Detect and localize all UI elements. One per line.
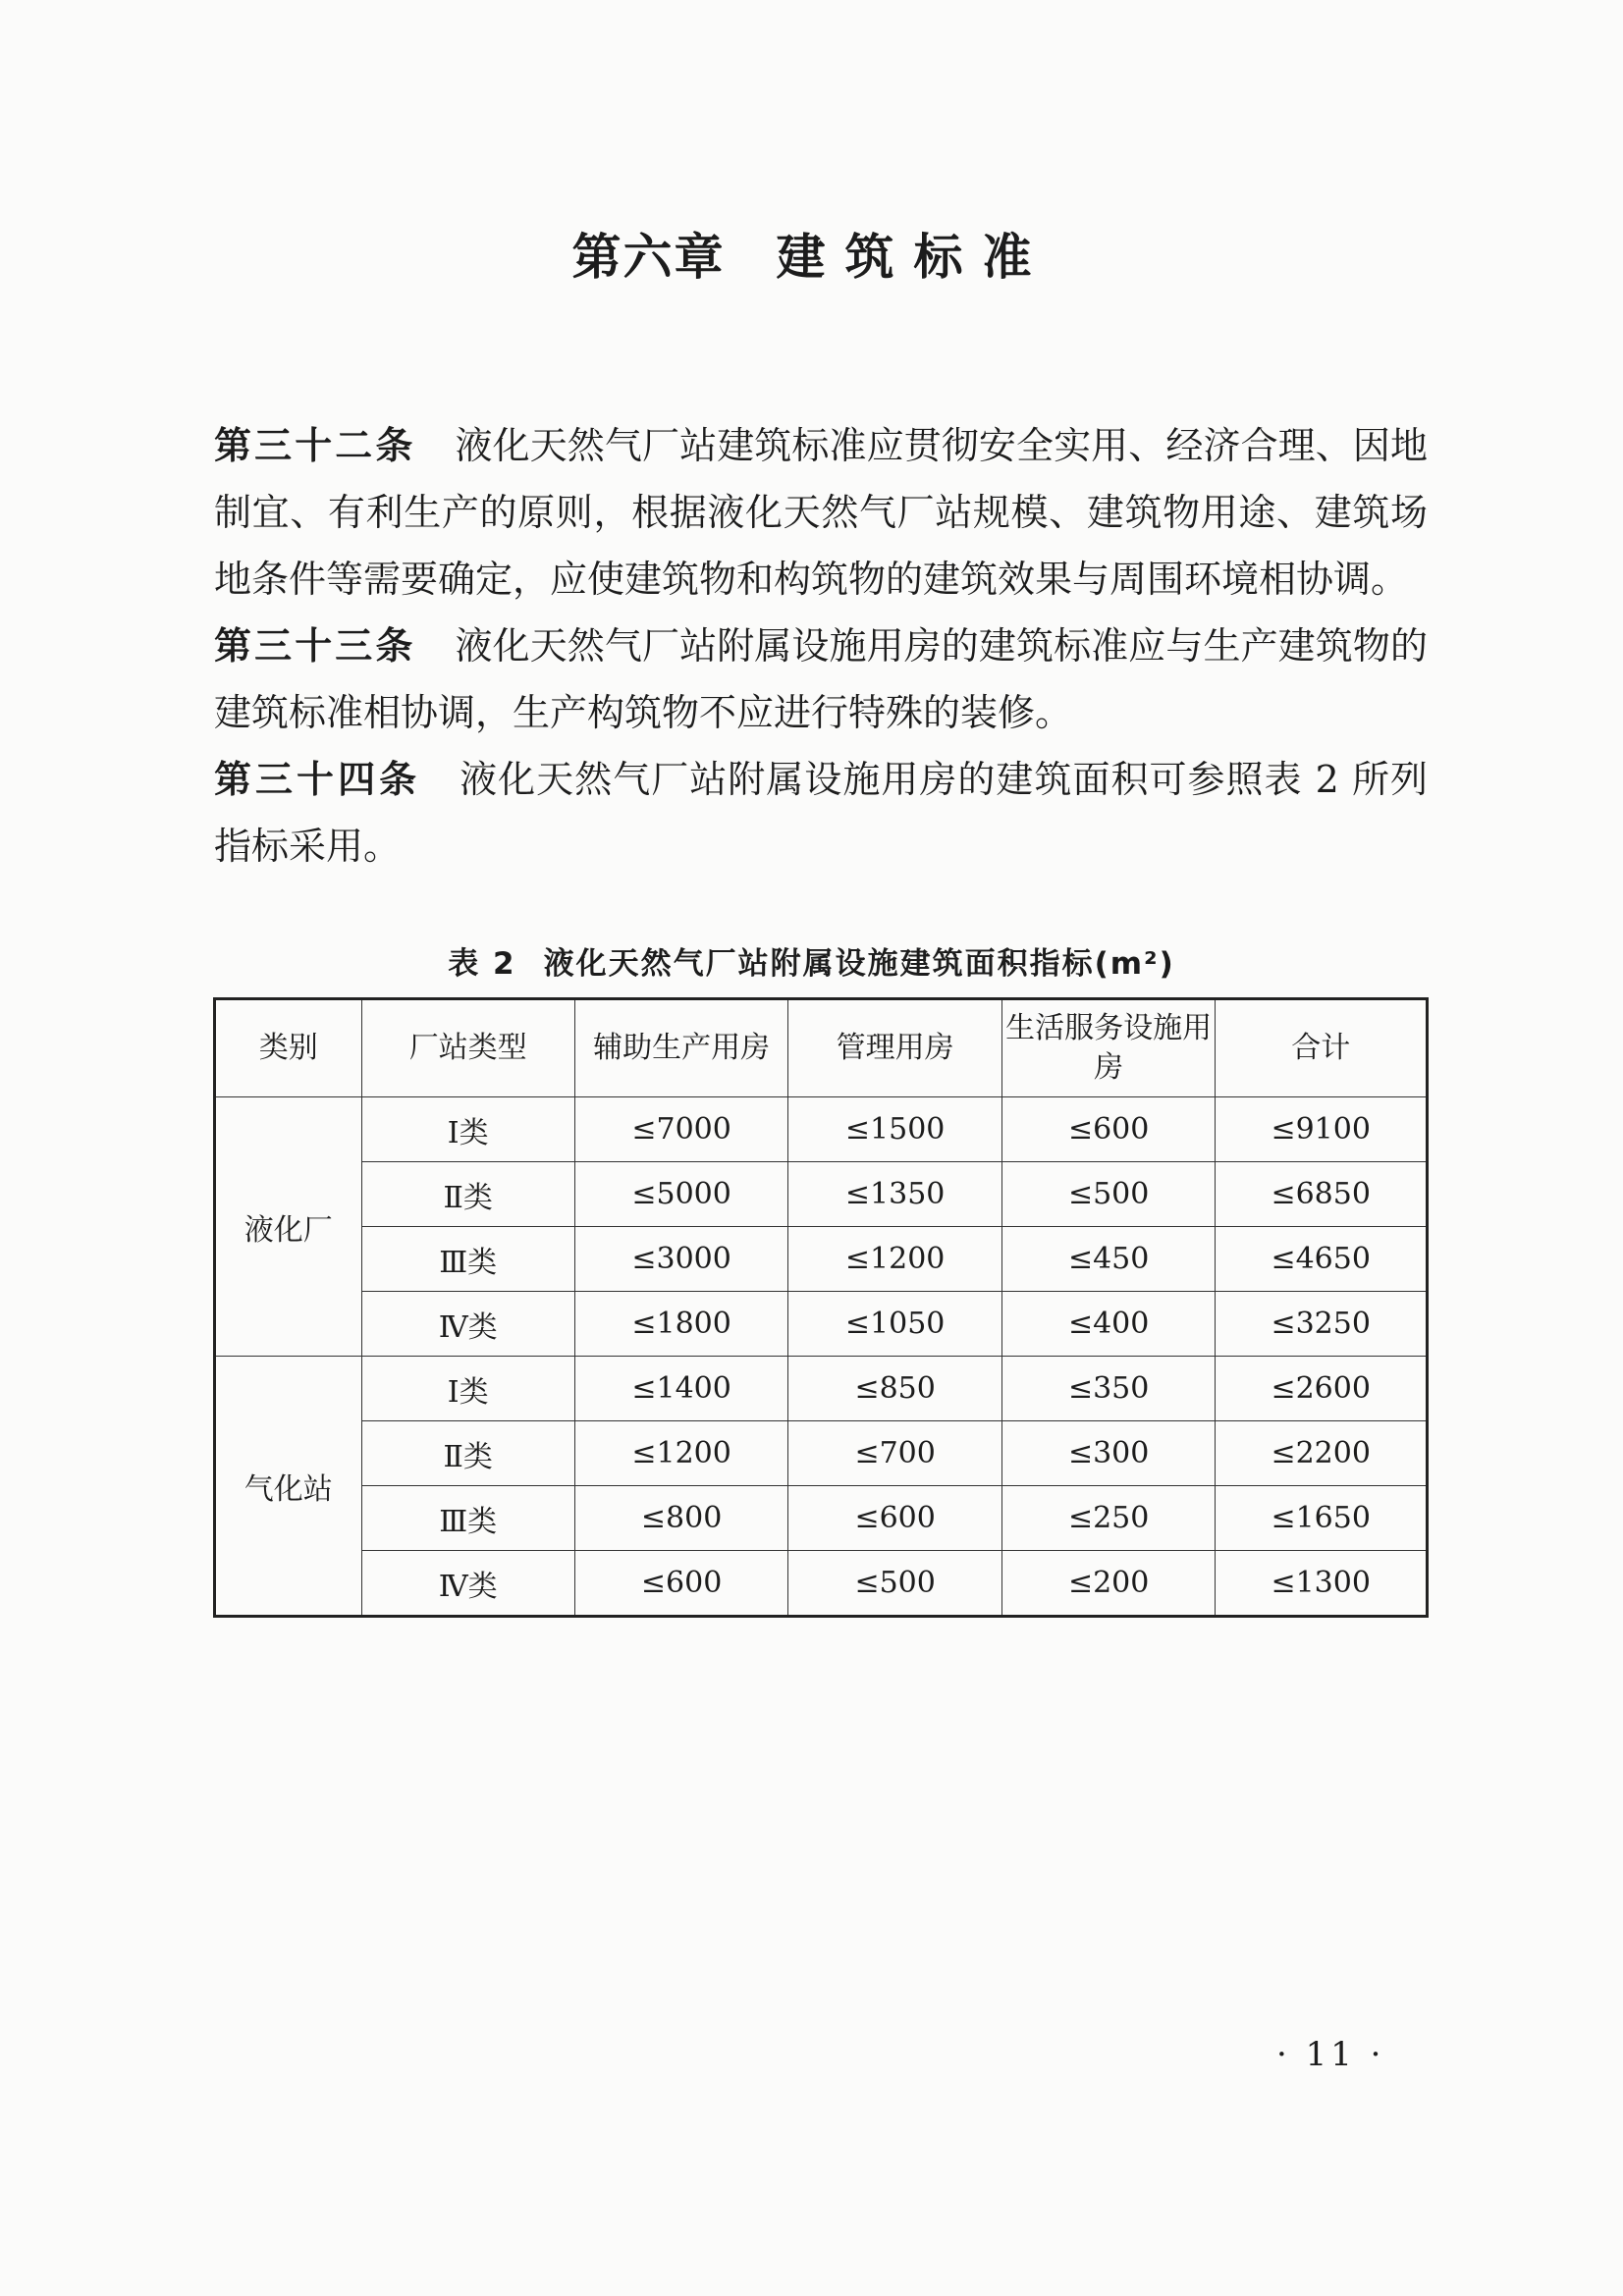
header-category: 类别 bbox=[215, 999, 362, 1097]
aux-cell: ≤5000 bbox=[574, 1162, 788, 1227]
table-row bbox=[215, 1357, 1428, 1421]
header-aux-production: 辅助生产用房 bbox=[574, 999, 788, 1097]
mgmt-cell: ≤850 bbox=[788, 1357, 1002, 1421]
article-number: 第三十四条 bbox=[214, 758, 421, 801]
aux-cell: ≤600 bbox=[574, 1551, 788, 1617]
total-cell: ≤9100 bbox=[1216, 1097, 1428, 1162]
table-row bbox=[215, 1227, 1428, 1292]
article-text: 液化天然气厂站建筑标准应贯彻安全实用、经济合理、因地制宜、有利生产的原则，根据液化天然气厂站规模、建筑物用途、建筑场地条件等需要确定，应使建筑物和构筑物的建筑效果与周围环境相协调。 bbox=[214, 424, 1428, 601]
life-cell: ≤350 bbox=[1001, 1357, 1215, 1421]
total-cell: ≤3250 bbox=[1216, 1292, 1428, 1357]
table-caption-text: 液化天然气厂站附属设施建筑面积指标(m²) bbox=[543, 946, 1175, 982]
mgmt-cell: ≤500 bbox=[788, 1551, 1002, 1617]
aux-cell: ≤7000 bbox=[574, 1097, 788, 1162]
life-cell: ≤300 bbox=[1001, 1421, 1215, 1486]
table-header-row bbox=[215, 999, 1428, 1097]
mgmt-cell: ≤600 bbox=[788, 1486, 1002, 1551]
article-32 bbox=[214, 412, 1428, 613]
body-text bbox=[214, 412, 1428, 880]
header-living-service: 生活服务设施用房 bbox=[1001, 999, 1215, 1097]
aux-cell: ≤800 bbox=[574, 1486, 788, 1551]
article-number: 第三十三条 bbox=[214, 624, 416, 667]
table-row bbox=[215, 1486, 1428, 1551]
mgmt-cell: ≤1500 bbox=[788, 1097, 1002, 1162]
mgmt-cell: ≤1350 bbox=[788, 1162, 1002, 1227]
life-cell: ≤600 bbox=[1001, 1097, 1215, 1162]
total-cell: ≤6850 bbox=[1216, 1162, 1428, 1227]
table-caption-number: 表 2 bbox=[448, 946, 516, 982]
aux-cell: ≤1800 bbox=[574, 1292, 788, 1357]
aux-cell: ≤3000 bbox=[574, 1227, 788, 1292]
table-row bbox=[215, 1421, 1428, 1486]
mgmt-cell: ≤1200 bbox=[788, 1227, 1002, 1292]
total-cell: ≤1650 bbox=[1216, 1486, 1428, 1551]
table-row bbox=[215, 1162, 1428, 1227]
table-row bbox=[215, 1551, 1428, 1617]
type-cell: Ⅲ类 bbox=[361, 1486, 574, 1551]
article-text: 液化天然气厂站附属设施用房的建筑标准应与生产建筑物的建筑标准相协调，生产构筑物不应进行特殊的装修。 bbox=[214, 624, 1428, 734]
mgmt-cell: ≤700 bbox=[788, 1421, 1002, 1486]
header-management: 管理用房 bbox=[788, 999, 1002, 1097]
life-cell: ≤250 bbox=[1001, 1486, 1215, 1551]
article-number: 第三十二条 bbox=[214, 424, 416, 467]
chapter-title-text: 建筑标准 bbox=[776, 229, 1052, 286]
article-33 bbox=[214, 613, 1428, 746]
total-cell: ≤2200 bbox=[1216, 1421, 1428, 1486]
page-number: · 11 · bbox=[1276, 2035, 1385, 2074]
type-cell: Ⅳ类 bbox=[361, 1292, 574, 1357]
type-cell: Ⅳ类 bbox=[361, 1551, 574, 1617]
category-cell: 液化厂 bbox=[215, 1097, 362, 1357]
aux-cell: ≤1200 bbox=[574, 1421, 788, 1486]
type-cell: Ⅰ类 bbox=[361, 1097, 574, 1162]
life-cell: ≤450 bbox=[1001, 1227, 1215, 1292]
header-station-type: 厂站类型 bbox=[361, 999, 574, 1097]
table-caption bbox=[0, 938, 1623, 983]
total-cell: ≤4650 bbox=[1216, 1227, 1428, 1292]
type-cell: Ⅱ类 bbox=[361, 1421, 574, 1486]
table-row bbox=[215, 1292, 1428, 1357]
chapter-number: 第六章 bbox=[571, 229, 726, 286]
total-cell: ≤2600 bbox=[1216, 1357, 1428, 1421]
article-text: 液化天然气厂站附属设施用房的建筑面积可参照表 2 所列指标采用。 bbox=[214, 758, 1428, 868]
header-total: 合计 bbox=[1216, 999, 1428, 1097]
type-cell: Ⅰ类 bbox=[361, 1357, 574, 1421]
table-row bbox=[215, 1097, 1428, 1162]
article-34 bbox=[214, 746, 1428, 880]
chapter-heading bbox=[0, 218, 1623, 289]
aux-cell: ≤1400 bbox=[574, 1357, 788, 1421]
mgmt-cell: ≤1050 bbox=[788, 1292, 1002, 1357]
type-cell: Ⅲ类 bbox=[361, 1227, 574, 1292]
life-cell: ≤400 bbox=[1001, 1292, 1215, 1357]
life-cell: ≤200 bbox=[1001, 1551, 1215, 1617]
category-cell: 气化站 bbox=[215, 1357, 362, 1617]
life-cell: ≤500 bbox=[1001, 1162, 1215, 1227]
total-cell: ≤1300 bbox=[1216, 1551, 1428, 1617]
type-cell: Ⅱ类 bbox=[361, 1162, 574, 1227]
area-index-table bbox=[213, 997, 1429, 1618]
